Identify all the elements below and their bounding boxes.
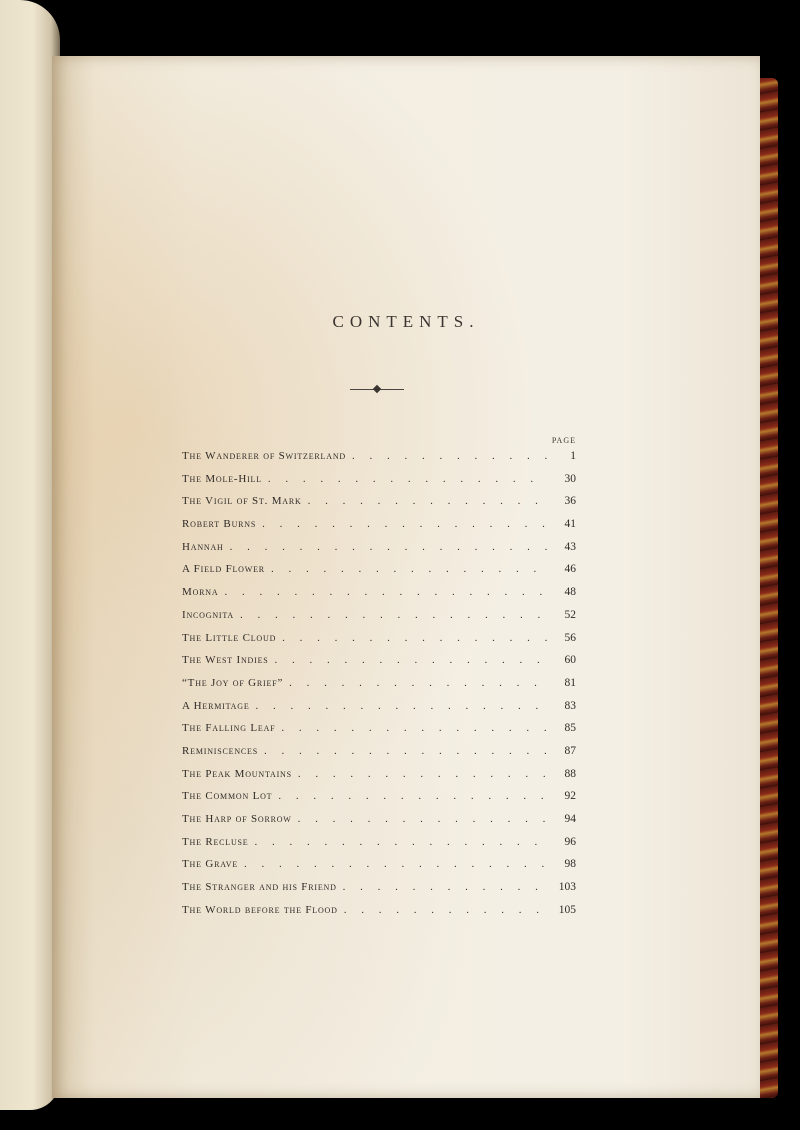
leader-dots (264, 745, 548, 757)
leader-dots (278, 790, 548, 802)
toc-entry-title: The Wanderer of Switzerland (182, 450, 346, 462)
toc-entry (182, 632, 576, 655)
toc-entry-title: Hannah (182, 540, 224, 553)
toc-entry (182, 495, 576, 518)
toc-entry-page: 1 (570, 450, 576, 462)
leader-dots (343, 881, 548, 893)
toc-entry-title: Incognita (182, 608, 234, 621)
toc-entry-page: 36 (564, 495, 576, 508)
toc-entry-title: The Stranger and his Friend (182, 881, 337, 894)
toc-entry-title: Reminiscences (182, 744, 258, 757)
toc-entry (182, 563, 576, 586)
toc-entry (182, 586, 576, 609)
toc-entry-page: 94 (564, 813, 576, 825)
leader-dots (289, 677, 548, 689)
toc-entry (182, 473, 576, 496)
toc-entry-page: 96 (564, 835, 576, 848)
toc-entry (182, 813, 576, 836)
leader-dots (224, 586, 548, 598)
toc-entry-title: The Harp of Sorrow (182, 813, 292, 825)
toc-entry-title: “The Joy of Grief” (182, 676, 284, 689)
toc-entry-page: 81 (564, 676, 576, 689)
toc-entry (182, 722, 576, 745)
leader-dots (240, 609, 548, 621)
toc-entry-title: The Little Cloud (182, 631, 277, 644)
toc-entry-page: 30 (564, 472, 576, 485)
toc-entry-page: 48 (564, 586, 576, 599)
leader-dots (268, 473, 548, 485)
toc-entry-title: The Mole-Hill (182, 472, 262, 485)
leader-dots (230, 541, 548, 553)
toc-entry-page: 85 (564, 722, 576, 735)
toc-entry-title: The West Indies (182, 654, 269, 667)
toc-entry-title: The Peak Mountains (182, 767, 292, 780)
leader-dots (344, 904, 548, 916)
toc-entry-page: 87 (564, 744, 576, 757)
toc-entry-page: 105 (558, 903, 576, 916)
toc-entry (182, 700, 576, 723)
toc-entry-title: Robert Burns (182, 518, 257, 531)
toc-entry (182, 881, 576, 904)
toc-entry (182, 677, 576, 700)
toc-entry-title: A Field Flower (182, 563, 265, 576)
divider-diamond-icon (373, 385, 381, 393)
toc-entry-title: The Recluse (182, 835, 249, 848)
toc-entry-page: 56 (564, 631, 576, 644)
leader-dots (352, 450, 548, 462)
leader-dots (298, 813, 548, 825)
toc-entry (182, 518, 576, 541)
toc-entry (182, 904, 576, 927)
toc-entry-title: The World before the Flood (182, 903, 338, 916)
leader-dots (271, 563, 548, 575)
toc-entry-title: The Falling Leaf (182, 722, 276, 735)
leader-dots (281, 722, 548, 734)
toc-entry-page: 98 (564, 858, 576, 871)
toc-entry (182, 768, 576, 791)
toc-entry-page: 88 (564, 767, 576, 780)
toc-entry (182, 836, 576, 859)
toc-entry (182, 654, 576, 677)
toc-entry-title: The Vigil of St. Mark (182, 495, 302, 508)
toc-entry-title: The Common Lot (182, 790, 273, 803)
leader-dots (244, 858, 548, 870)
toc-entry-page: 103 (558, 881, 576, 894)
leader-dots (282, 632, 548, 644)
toc-entry-page: 92 (564, 790, 576, 803)
toc-entry (182, 541, 576, 564)
toc-entry-page: 52 (564, 608, 576, 621)
leader-dots (298, 768, 548, 780)
toc-entry-page: 43 (564, 540, 576, 553)
toc-entry-page: 41 (564, 518, 576, 531)
toc-entry (182, 790, 576, 813)
toc-entry-title: The Grave (182, 858, 239, 871)
toc-entry (182, 609, 576, 632)
toc-entry-title: A Hermitage (182, 699, 250, 712)
toc-entry (182, 450, 576, 473)
contents-heading: CONTENTS. (332, 312, 480, 331)
toc-entry-page: 83 (564, 699, 576, 712)
toc-entry-page: 60 (564, 654, 576, 667)
table-of-contents (182, 450, 576, 926)
page-column-label: PAGE (551, 436, 576, 445)
toc-entry-page: 46 (564, 563, 576, 576)
toc-entry-title: Morna (182, 586, 219, 599)
toc-entry (182, 745, 576, 768)
leader-dots (308, 495, 548, 507)
toc-entry (182, 858, 576, 881)
book-page (52, 56, 760, 1098)
facing-page-edge (0, 0, 60, 1110)
leader-dots (255, 836, 549, 848)
leader-dots (262, 518, 548, 530)
leader-dots (275, 654, 548, 666)
leader-dots (256, 700, 548, 712)
